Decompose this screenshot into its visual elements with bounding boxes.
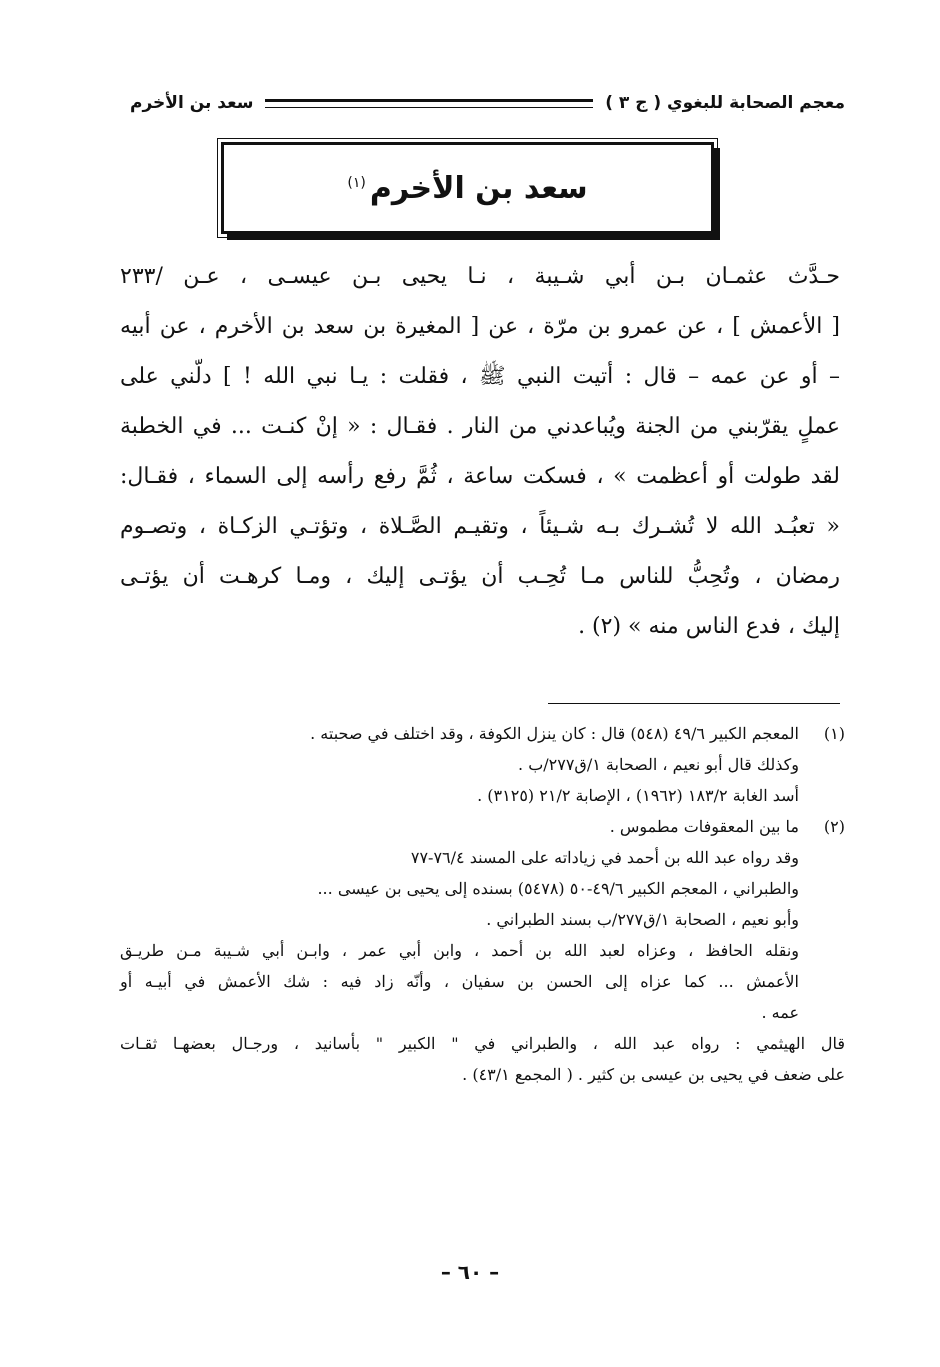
- footnote-number: (٢): [823, 817, 845, 836]
- footnotes: [120, 718, 845, 1090]
- text-line: « تعبُـد الله لا تُشـرك بـه شـيئاً ، وتقيـم الصَّـلاة ، وتؤتـي الزكـاة ، وتصـوم: [120, 514, 840, 539]
- footnote-line: وكذلك قال أبو نعيم ، الصحابة ١/ق٢٧٧/ب .: [518, 755, 799, 774]
- entry-title: سعد بن الأخرم$^{(١)}$: [347, 170, 588, 206]
- header-rule: [265, 99, 593, 108]
- page-number: – ٦٠ –: [440, 1260, 500, 1284]
- text-line: – أو عن عمه – قال : أتيت النبي ﷺ ، فقلت : يـا نبي الله ! ] دلّني على: [120, 364, 840, 389]
- header-section-title: سعد بن الأخرم: [130, 93, 254, 113]
- text-line: [ الأعمش ] ، عن عمرو بن مرّة ، عن [ المغيرة بن سعد بن الأخرم ، عن أبيه: [120, 314, 840, 339]
- footnote-line: عمه .: [761, 1003, 799, 1022]
- footnote-line: والطبراني ، المعجم الكبير ٤٩/٦-٥٠ (٥٤٧٨) بسنده إلى يحيى بن عيسى ...: [317, 879, 799, 898]
- entry-footnote-ref: (١): [347, 174, 366, 191]
- text-line: إليك ، فدع الناس منه » (٢) .: [578, 614, 840, 639]
- text-line: عملٍ يقرّبني من الجنة ويُباعدني من النار . فقـال : « إنْ كنـت ... في الخطبة: [120, 414, 840, 439]
- footnote-line: ما بين المعقوفات مطموس .: [609, 817, 799, 836]
- footnote-number: (١): [823, 724, 845, 743]
- text-line: حـدَّث عثمـان بـن أبي شـيبة ، نـا يحيى بـن عيسـى ، عـن /٢٣٣: [120, 264, 840, 289]
- footnote-2: [120, 811, 845, 1090]
- footnote-line: المعجم الكبير ٤٩/٦ (٥٤٨) قال : كان ينزل الكوفة ، وقد اختلف في صحبته .: [310, 724, 799, 743]
- text-line: رمضان ، وتُحِبُّ للناس مـا تُحِـب أن يؤتـى إليك ، ومـا كرهـت أن يؤتـى: [120, 564, 840, 589]
- running-header: [120, 88, 845, 118]
- footnote-line: الأعمش ... كما عزاه إلى الحسن بن سفيان ، وأنّه زاد فيه : شك الأعمش في أبيـه أو: [120, 972, 799, 991]
- footnote-line: وأبو نعيم ، الصحابة ١/ق٢٧٧/ب بسند الطبراني .: [486, 910, 799, 929]
- footnote-1: [120, 718, 845, 811]
- footnote-line: أسد الغابة ١٨٣/٢ (١٩٦٢) ، الإصابة ٢١/٢ (٣١٢٥) .: [477, 786, 799, 805]
- footnote-line: ونقله الحافظ ، وعزاه لعبد الله بن أحمد ، وابن أبي عمر ، وابـن أبي شـيبة مـن طريـق: [120, 941, 799, 960]
- footnote-line: قال الهيثمي : رواه عبد الله ، والطبراني في " الكبير " بأسانيد ، ورجـال بعضهـا ثقـات: [120, 1034, 845, 1053]
- footnote-divider: [548, 703, 840, 704]
- text-line: لقد طولت أو أعظمت » ، فسكت ساعة ، ثُمَّ رفع رأسه إلى السماء ، فقـال:: [120, 464, 840, 489]
- main-text: [120, 252, 840, 652]
- footnote-line: على ضعف في يحيى بن عيسى بن كثير . ( المجمع ٤٣/١) .: [462, 1065, 845, 1084]
- header-book-title: معجم الصحابة للبغوي ( ج ٣ ): [605, 93, 845, 113]
- footnote-line: وقد رواه عبد الله بن أحمد في زياداته على المسند ٧٦/٤-٧٧: [410, 848, 799, 867]
- entry-title-box: [221, 142, 714, 234]
